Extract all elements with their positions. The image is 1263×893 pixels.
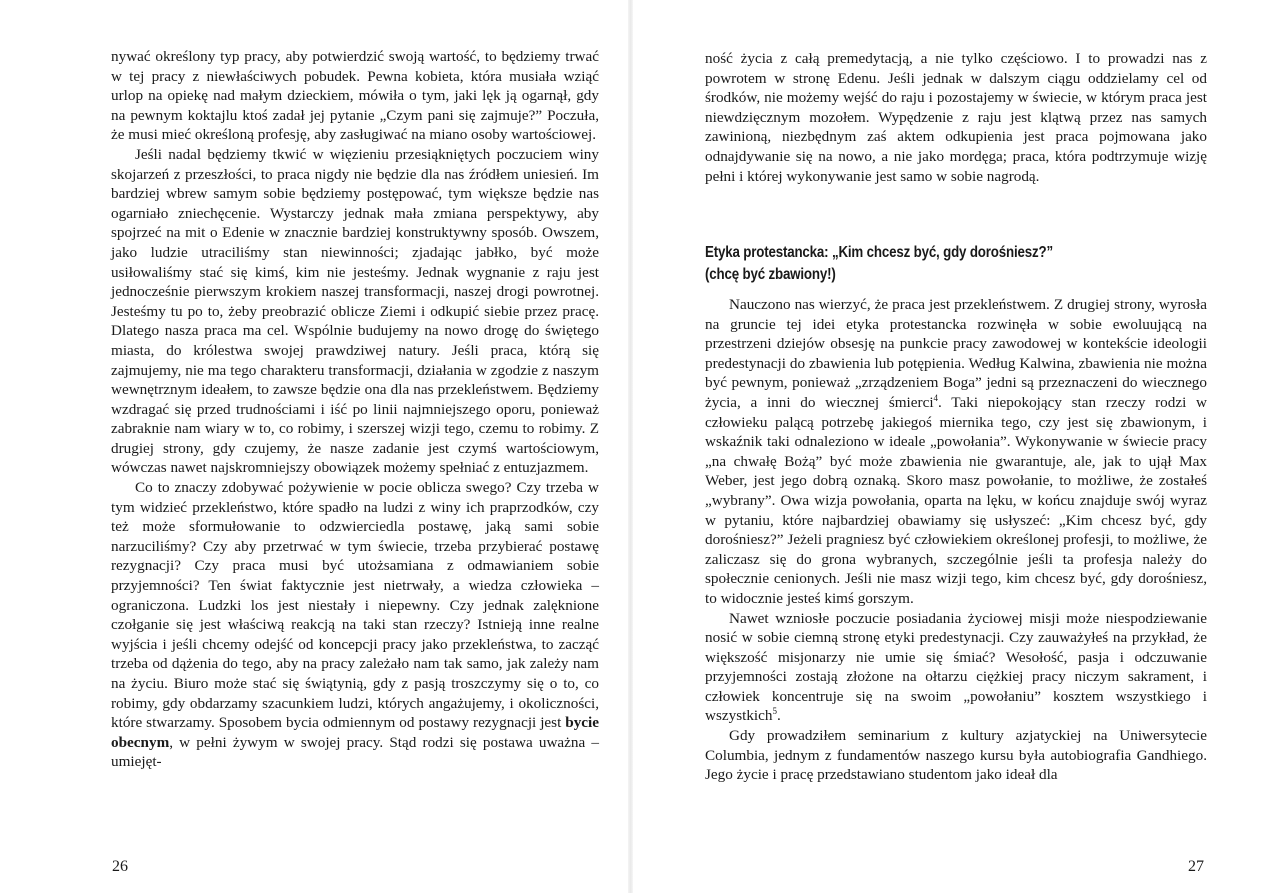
footnote-marker: 5 bbox=[772, 706, 777, 717]
paragraph: nywać określony typ pracy, aby potwierdzić swoją wartość, to będziemy trwać w tej pracy z niewłaściwych pobudek. Pewna kobieta, która musiała wziąć urlop na opiekę nad małym dzieckiem, mówiła o tym, jaki lęk ją ogarnął, gdy na pewnym koktajlu ktoś zadał jej pytanie „Czym pani się zajmuje?” Poczuła, że musi mieć określoną profesję, aby zasługiwać na miano osoby wartościowej. bbox=[111, 48, 599, 144]
paragraph: ność życia z całą premedytacją, a nie tylko częściowo. I to prowadzi nas z powrotem w stronę Edenu. Jeśli jednak w dalszym ciągu oddzielamy cel od środków, nie możemy wejść do raju i pozostajemy w świecie, w którym praca jest niewdzięcznym mozołem. Wypędzenie z raju jest klątwą przez nas samych zawinioną, niezbędnym zaś aktem odkupienia jest praca pojmowana jako odnajdywanie się na nowo, a nie jako mordęga; praca, która podtrzymuje wizję pełni i której wykonywanie jest samo w sobie nagrodą. bbox=[705, 50, 1207, 185]
paragraph bbox=[705, 609, 1207, 727]
section-heading-line-1: Etyka protestancka: „Kim chcesz być, gdy dorośniesz?” bbox=[705, 244, 1053, 261]
left-page bbox=[0, 0, 631, 893]
paragraph: Jeśli nadal będziemy tkwić w więzieniu przesiąkniętych poczuciem winy skojarzeń z przeszłości, to praca nigdy nie będzie dla nas źródłem uniesień. Im bardziej wbrew samym sobie będziemy postępować, tym większe będzie nas ogarniało zniechęcenie. Wystarczy jednak mała zmiana perspektywy, aby spojrzeć na mit o Edenie w znacznie bardziej konstruktywny sposób. Owszem, jako ludzie utraciliśmy stan niewinności; zjadając jabłko, być może usiłowaliśmy stać się kimś, kim nie jesteśmy. Jednak wygnanie z raju jest jednocześnie pierwszym krokiem naszej transformacji, naszej drogi powrotnej. Jesteśmy tu po to, żeby preobrazić oblicze Ziemi i odkupić siebie przez pracę. Dlatego nasza praca ma cel. Wspólnie budujemy na nowo drogę do świętego miasta, do królestwa swojej prawdziwej natury. Jeśli praca, którą się zajmujemy, nie ma tego charakteru transformacji, działania w zgodzie z naszym wewnętrznym ideałem, to zawsze będzie ona dla nas przekleństwem. Będziemy wzdragać się przed trudnościami i iść po linii najmniejszego oporu, ponieważ zabraknie nam wiary w to, co robimy, i szerszej wizji tego, czemu to robimy. Z drugiej strony, gdy czujemy, że nasze zadanie jest czymś wartościowym, wówczas nawet najskromniejszy obowiązek możemy spełniać z entuzjazmem. bbox=[111, 145, 599, 477]
paragraph-text: . Taki niepokojący stan rzeczy rodzi w człowieku palącą potrzebę jakiegoś miernika tego, czy jest się zbawionym, i wskaźnik taki odnaleziono w ideale „powołania”. Wykonywanie w świecie pracy „na chwałę Bożą” być może zbawienia nie gwarantuje, ale, jak to ujął Max Weber, jest jego dobrą oznaką. Skoro masz powołanie, to możliwe, że zostałeś „wybrany”. Owa wizja powołania, oparta na lęku, w końcu znajduje swój wyraz w pytaniu, które najbardziej obawiamy się usłyszeć: „Kim chcesz być, gdy dorośniesz?” Jeżeli pragniesz być człowiekiem określonej profesji, to możliwe, że zaliczasz się do grona wybranych, szczególnie jeśli ta profesja należy do społecznie cenionych. Jeśli nie masz wizji tego, kim chcesz być, gdy dorośniesz, to widocznie jesteś kimś gorszym. bbox=[705, 393, 1207, 607]
paragraph-text: Nawet wzniosłe poczucie posiadania życiowej misji może niespodziewanie nosić w sobie ciemną stronę etyki predestynacji. Czy zauważyłeś na przykład, że większość misjonarzy nie umie się śmiać? Wesołość, pasja i odczuwanie przyjemności zostają złożone na ołtarzu ciężkiej pracy niczym sakrament, i człowiek koncentruje się na swoim „powołaniu” kosztem wszystkiego i wszystkich bbox=[705, 609, 1207, 725]
right-page-top-text bbox=[705, 49, 1207, 186]
paragraph-tail: , w pełni żywym w swojej pracy. Stąd rodzi się postawa uważna – umiejęt- bbox=[111, 733, 599, 771]
paragraph-text: Nauczono nas wierzyć, że praca jest przekleństwem. Z drugiej strony, wyrosła na gruncie tej idei etyka protestancka rozwinęła w sobie ewoluującą na przestrzeni dziejów obsesję na punkcie pracy zawodowej w kontekście ideologii predestynacji do zbawienia lub potępienia. Według Kalwina, zbawienia nie można być pewnym, ponieważ „zrządzeniem Boga” jedni są przeznaczeni do wiecznego życia, a inni do wiecznej śmierci bbox=[705, 296, 1207, 411]
right-page-body bbox=[705, 295, 1207, 785]
right-page bbox=[631, 0, 1263, 893]
section-heading-line-2: (chcę być zbawiony!) bbox=[705, 266, 836, 283]
paragraph bbox=[111, 478, 599, 772]
page-number: 26 bbox=[112, 858, 128, 875]
left-page-body bbox=[111, 47, 599, 772]
bold-phrase: bycie obecnym bbox=[111, 714, 599, 751]
paragraph-text: . bbox=[777, 707, 781, 725]
paragraph: Gdy prowadziłem seminarium z kultury azjatyckiej na Uniwersytecie Columbia, jednym z fundamentów naszego kursu była autobiografia Gandhiego. Jego życie i pracę przedstawiano studentom jako ideał dla bbox=[705, 727, 1207, 784]
footnote-marker: 4 bbox=[933, 392, 939, 403]
page-number: 27 bbox=[1188, 858, 1204, 875]
paragraph-text: Co to znaczy zdobywać pożywienie w pocie oblicza swego? Czy trzeba w tym widzieć przekleństwo, które spadło na ludzi z winy ich praprzodków, czy też może sformułowanie to odzwierciedla postawę, jaką sami sobie narzuciliśmy? Czy aby przetrwać w tym świecie, trzeba przybierać postawę rezygnacji? Czy praca musi być utożsamiana z odmawianiem sobie przyjemności? Ten świat faktycznie jest nietrwały, a wiedza człowieka – ograniczona. Ludzki los jest niestały i niepewny. Czy jednak zalęknione czołganie się jest właściwą reakcją na taki stan rzeczy? Istnieją inne realne wyjścia i jeśli chcemy odejść od koncepcji pracy jako przekleństwa, to zacząć trzeba od dążenia do tego, aby na pracy zależało nam tak samo, jak zależy nam na życiu. Biuro może stać się świątynią, gdy z pasją troszczymy się o to, co robimy, gdy obdarzamy szacunkiem ludzi, których angażujemy, i okoliczności, które stwarzamy. Sposobem bycia odmiennym od postawy rezygnacji jest bbox=[111, 479, 599, 732]
paragraph bbox=[705, 295, 1207, 609]
section-heading bbox=[705, 242, 1137, 286]
